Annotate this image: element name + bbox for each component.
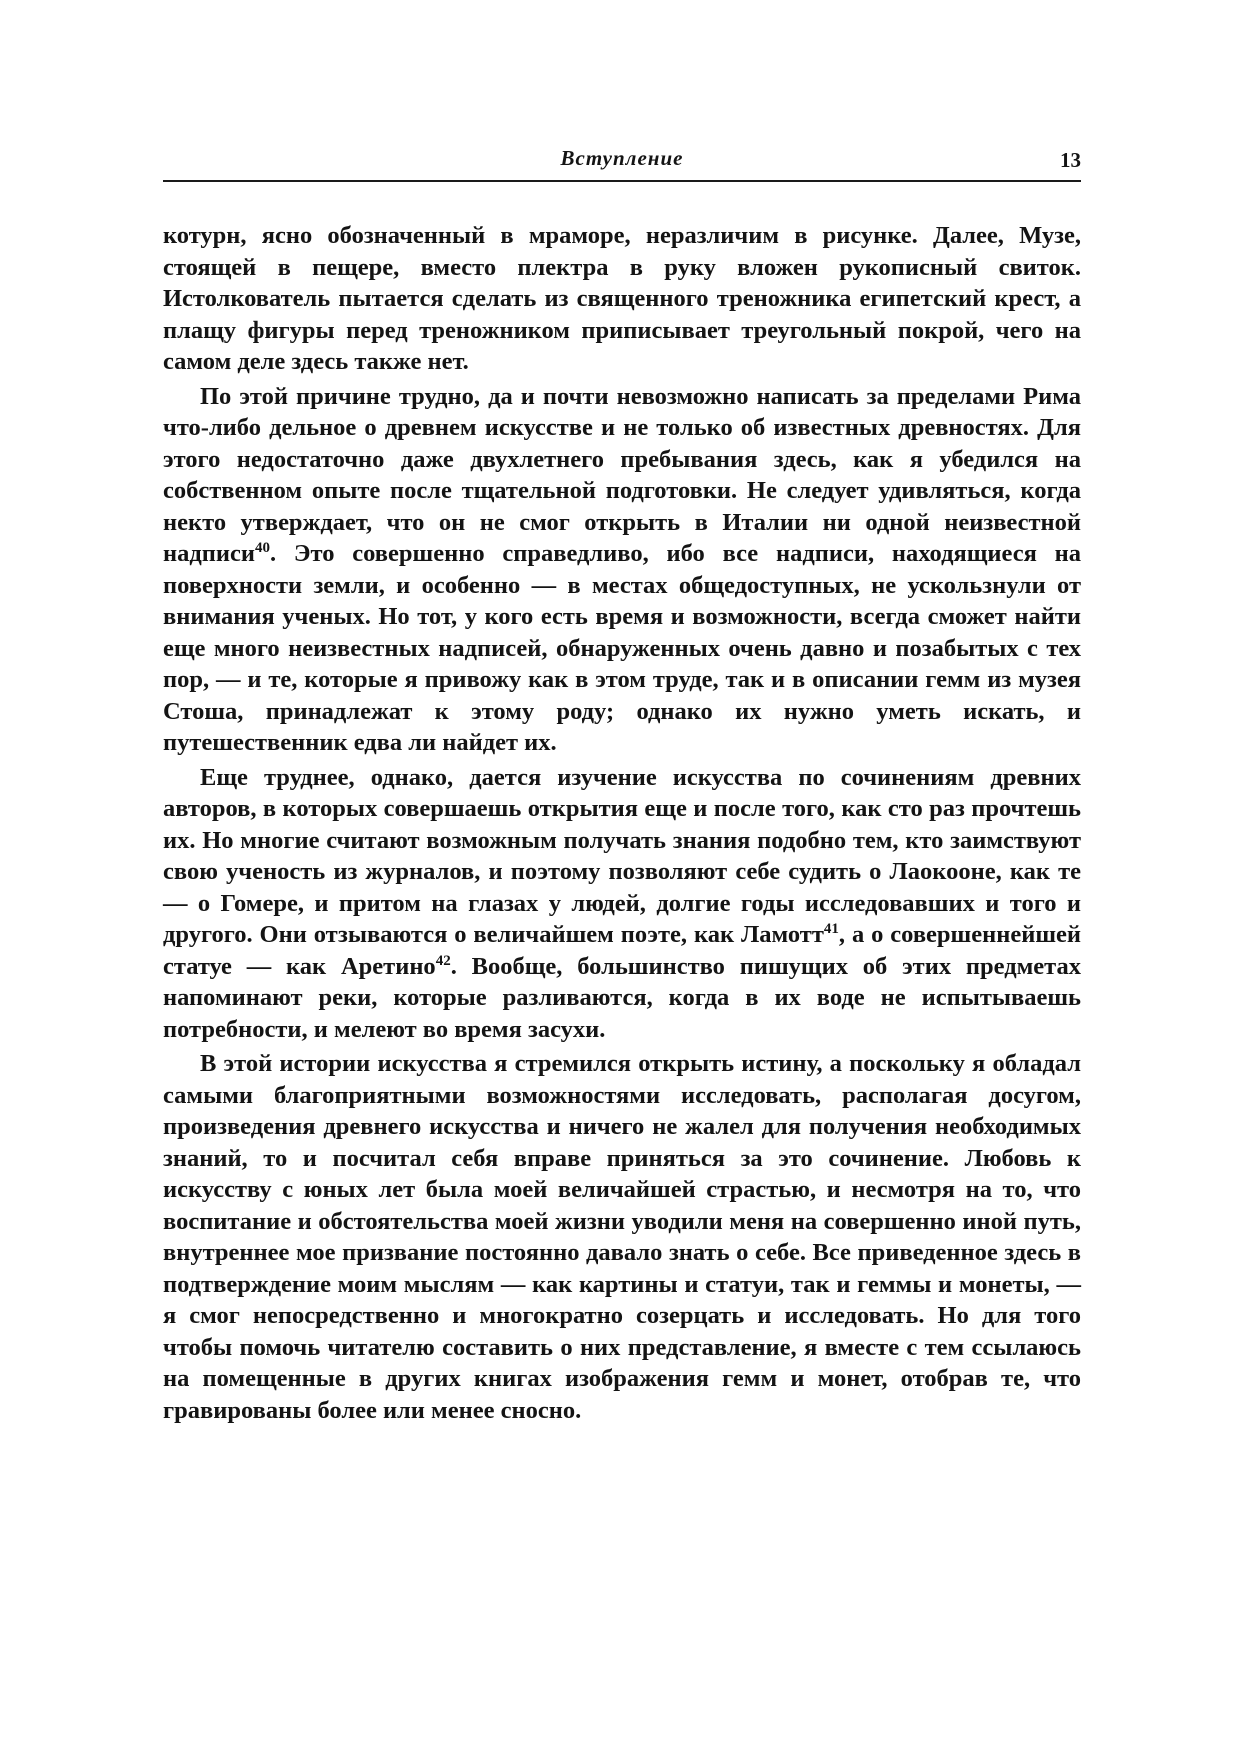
paragraph-4 (163, 1048, 1081, 1426)
page-number: 13 (1060, 148, 1081, 172)
footnote-ref-41[interactable]: 41 (823, 920, 839, 937)
paragraph-text: , а о совершеннейшей статуе — как Аретино (163, 921, 1082, 980)
page-body (163, 220, 1081, 1429)
paragraph-text: В этой истории искусства я стремился открыть истину, а поскольку я обладал самыми благоприятными возможностями исследовать, располагая досугом, произведения древнего искусства и ничего не жалел для получения необходимых знаний, то и посчитал себя вправе приняться за это сочинение. Любовь к искусству с юных лет была моей величайшей страстью, и несмотря на то, что воспитание и обстоятельства моей жизни уводили меня на совершенно иной путь, внутреннее мое призвание постоянно давало знать о себе. Все приведенное здесь в подтверждение моим мыслям — как картины и статуи, так и геммы и монеты, — я смог непосредственно и многократно созерцать и исследовать. Но для того чтобы помочь читателю составить о них представление, я вместе с тем ссылаюсь на помещенные в других книгах изображения гемм и монет, отобрав те, что гравированы более или менее сносно. (163, 1050, 1081, 1424)
running-title: Вступление (560, 146, 684, 170)
footnote-ref-42[interactable]: 42 (435, 952, 451, 969)
paragraph-text: котурн, ясно обозначенный в мраморе, неразличим в рисунке. Далее, Музе, стоящей в пещере, вместо плектра в руку вложен рукописный свиток. Истолкователь пытается сделать из священного треножника египетский крест, а плащу фигуры перед треножником приписывает треугольный покрой, чего на самом деле здесь также нет. (163, 222, 1081, 375)
running-header (163, 146, 1081, 182)
paragraph-text: . Вообще, большинство пишущих об этих предметах напоминают реки, которые разливаются, когда в их воде не испытываешь потребности, и мелеют во время засухи. (163, 952, 1081, 1043)
footnote-ref-40[interactable]: 40 (254, 539, 270, 556)
paragraph-text: . Это совершенно справедливо, ибо все надписи, находящиеся на поверхности земли, и особенно — в местах общедоступных, не ускользнули от внимания ученых. Но тот, у кого есть время и возможности, всегда сможет найти еще много неизвестных надписей, обнаруженных очень давно и позабытых с тех пор, — и те, которые я привожу как в этом труде, так и в описании гемм из музея Стоша, принадлежат к этому роду; однако их нужно уметь искать, и путешественник едва ли найдет их. (163, 540, 1081, 756)
paragraph-text: Еще труднее, однако, дается изучение искусства по сочинениям древних авторов, в которых совершаешь открытия еще и после того, как сто раз прочтешь их. Но многие считают возможным получать знания подобно тем, кто заимствуют свою ученость из журналов, и поэтому позволяют себе судить о Лаокооне, как те — о Гомере, и притом на глазах у людей, долгие годы исследовавших и того и другого. Они отзываются о величайшем поэте, как Ламотт (163, 763, 1081, 948)
paragraph-2 (163, 381, 1081, 759)
paragraph-1 (163, 220, 1081, 378)
paragraph-text: По этой причине трудно, да и почти невозможно написать за пределами Рима что-либо дельное о древнем искусстве и не только об известных древностях. Для этого недостаточно даже двухлетнего пребывания здесь, как я убедился на собственном опыте после тщательной подготовки. Не следует удивляться, когда некто утверждает, что он не смог открыть в Италии ни одной неизвестной надписи (163, 382, 1081, 567)
paragraph-3 (163, 762, 1081, 1046)
